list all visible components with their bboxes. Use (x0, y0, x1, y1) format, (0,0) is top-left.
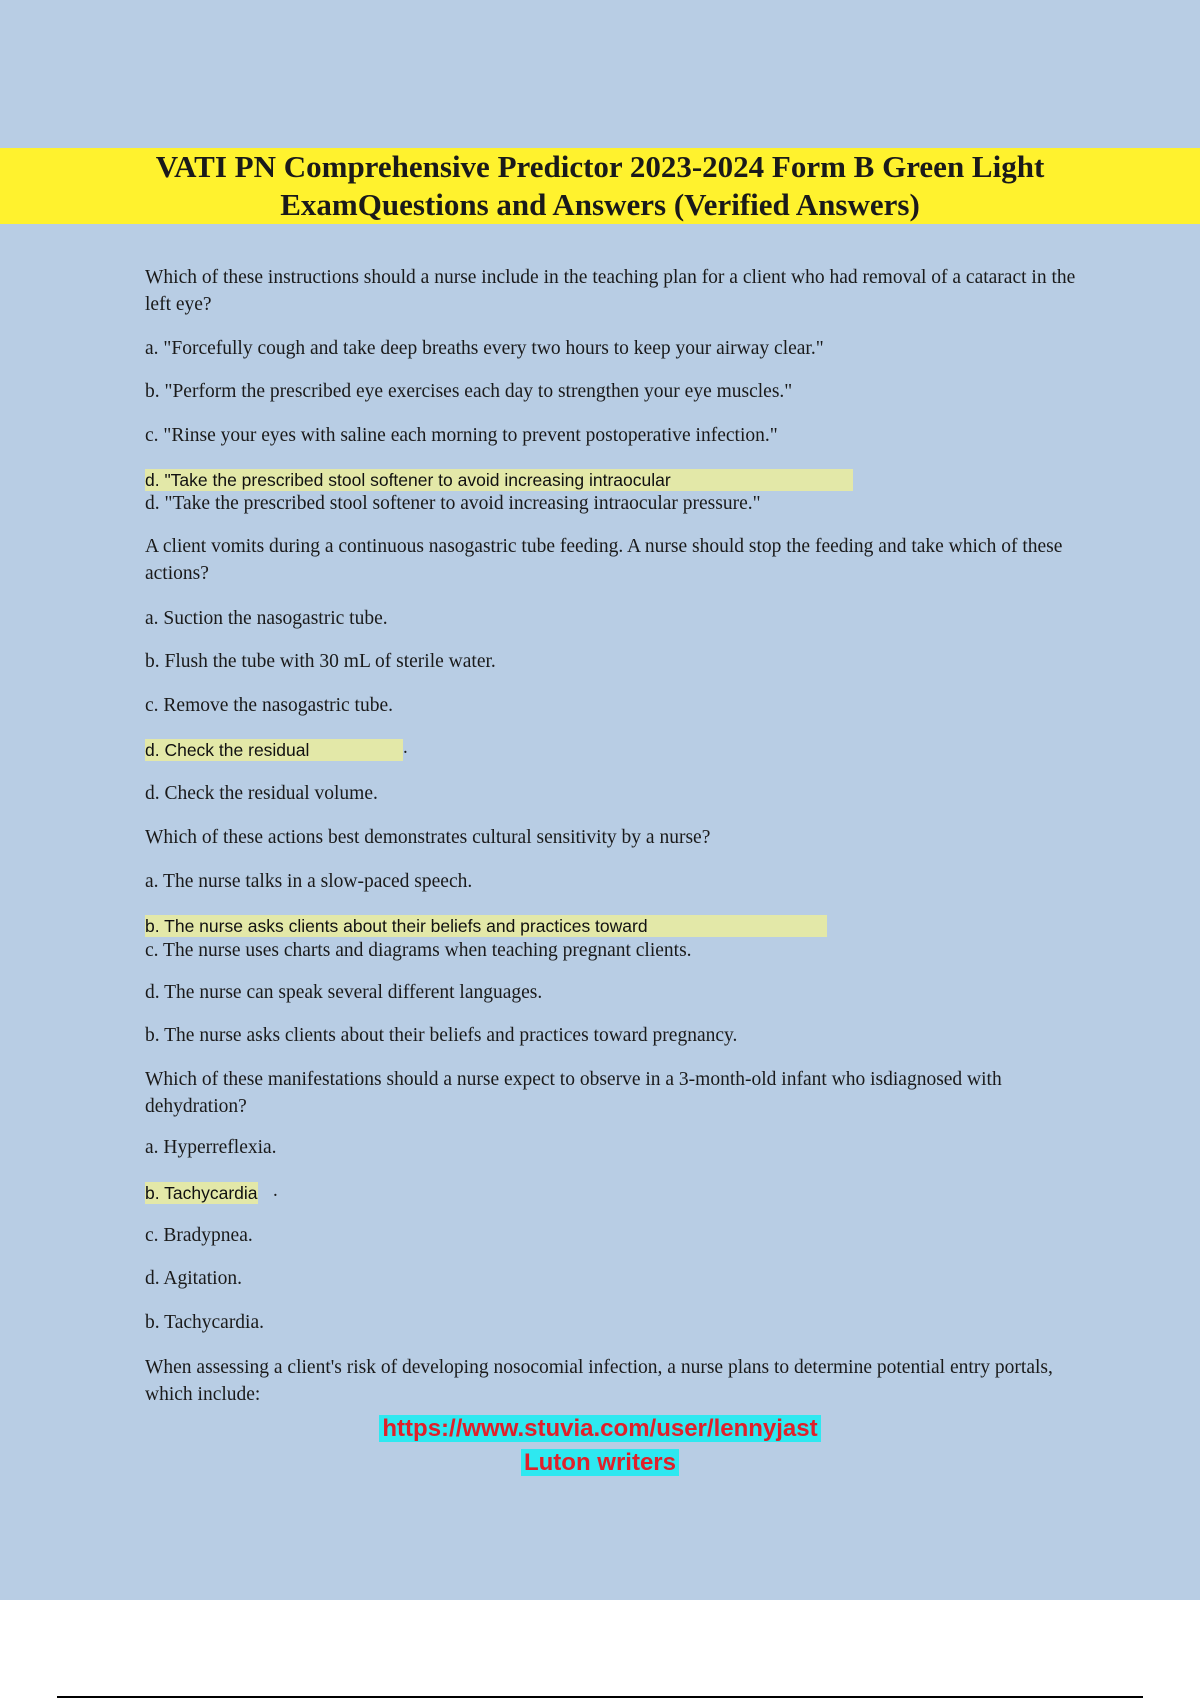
question-1-answer: d. "Take the prescribed stool softener to avoid increasing intraocular pressure." (145, 493, 761, 514)
question-1-option-c: c. "Rinse your eyes with saline each morning to prevent postoperative infection." (145, 425, 778, 446)
question-2-option-b: b. Flush the tube with 30 mL of sterile water. (145, 651, 496, 672)
question-4-answer: b. Tachycardia. (145, 1312, 265, 1333)
title-line-2: ExamQuestions and Answers (Verified Answers) (276, 187, 924, 222)
question-3-option-d: d. The nurse can speak several different languages. (145, 982, 543, 1003)
question-2-highlighted-answer: d. Check the residual (145, 739, 403, 761)
question-2-text: A client vomits during a continuous nasogastric tube feeding. A nurse should stop the feeding and take which of these actions? (145, 536, 1063, 584)
author-credit-text: Luton writers (521, 1449, 679, 1476)
question-1-highlighted-answer: d. "Take the prescribed stool softener to avoid increasing intraocular (145, 469, 853, 491)
question-1-option-a: a. "Forcefully cough and take deep breaths every two hours to keep your airway clear." (145, 338, 824, 359)
question-2-answer: d. Check the residual volume. (145, 783, 378, 804)
question-3-highlighted-answer: b. The nurse asks clients about their beliefs and practices toward (145, 915, 827, 937)
question-3-option-a: a. The nurse talks in a slow-paced speech. (145, 871, 473, 892)
question-4-highlight-tail: . (273, 1180, 278, 1201)
question-1-option-b: b. "Perform the prescribed eye exercises each day to strengthen your eye muscles." (145, 381, 793, 402)
question-4-option-d: d. Agitation. (145, 1268, 242, 1289)
question-3-option-c: c. The nurse uses charts and diagrams when teaching pregnant clients. (145, 940, 692, 961)
question-2-option-a: a. Suction the nasogastric tube. (145, 608, 388, 629)
question-2-highlight-tail: . (403, 737, 408, 758)
question-3-answer: b. The nurse asks clients about their beliefs and practices toward pregnancy. (145, 1025, 738, 1046)
author-credit (0, 1449, 1200, 1477)
question-4-highlighted-answer: b. Tachycardia (145, 1183, 258, 1203)
question-2-option-c: c. Remove the nasogastric tube. (145, 695, 394, 716)
question-1-text: Which of these instructions should a nurse include in the teaching plan for a client who had removal of a cataract in the left eye? (145, 267, 1076, 315)
question-4-option-a: a. Hyperreflexia. (145, 1137, 277, 1158)
question-3-text: Which of these actions best demonstrates cultural sensitivity by a nurse? (145, 827, 711, 848)
question-4-text: Which of these manifestations should a nurse expect to observe in a 3-month-old infant who isdiagnosed with dehydration? (145, 1069, 1002, 1117)
title-line-1: VATI PN Comprehensive Predictor 2023-2024 Form B Green Light (152, 149, 1049, 184)
bottom-divider (57, 1696, 1143, 1698)
page-title (0, 148, 1200, 224)
question-5-text: When assessing a client's risk of developing nosocomial infection, a nurse plans to determine potential entry portals, which include: (145, 1357, 1053, 1405)
question-4-option-c: c. Bradypnea. (145, 1225, 253, 1246)
source-link[interactable] (0, 1415, 1200, 1443)
source-link-text[interactable]: https://www.stuvia.com/user/lennyjast (379, 1415, 820, 1442)
